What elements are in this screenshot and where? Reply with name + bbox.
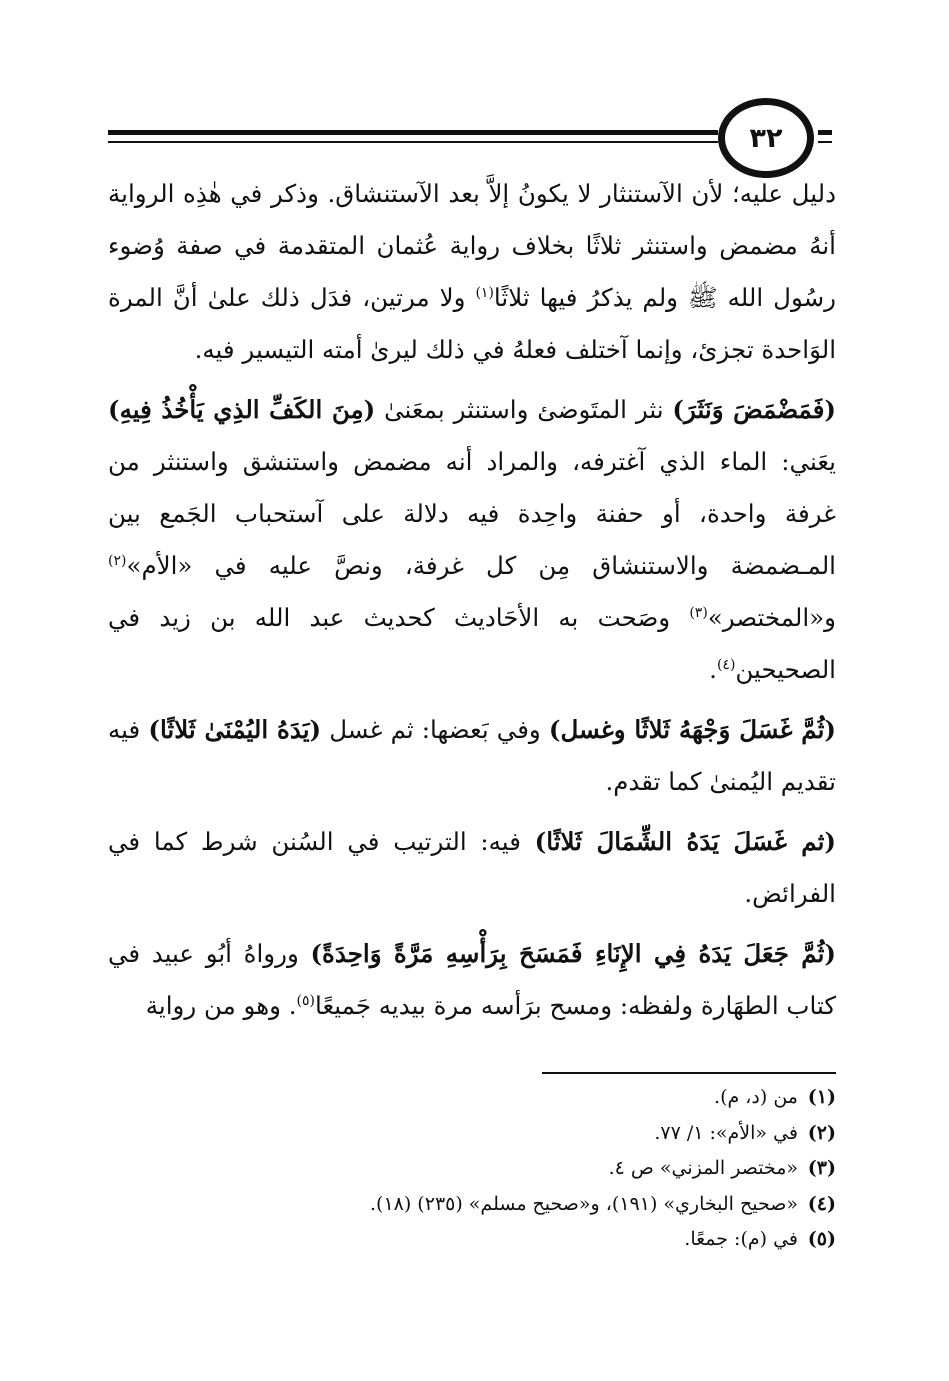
footnote-text: «مختصر المزني» ص ٤. [608,1157,798,1179]
quoted-text: (يَدَهُ اليُمْنَىٰ ثَلاثًا) [148,715,322,744]
footnote-text: في (م): جمعًا. [684,1228,798,1250]
footnote-ref: (٥) [296,992,315,1009]
footnote-number: (١) [807,1086,836,1108]
footnote-ref: (٤) [716,656,736,673]
quoted-text: (ثم غَسَلَ يَدَهُ الشِّمَالَ ثَلاثًا) [534,827,836,856]
footnote-number: (٥) [807,1228,836,1250]
paragraph-text: ولا مرتين، فدَل ذلك علىٰ أنَّ المرة الوَاحدة تجزئ، وإنما آختلف فعلهُ في ذلك ليرىٰ أمته التيسير فيه. [108,283,836,364]
footnote [300,1116,836,1152]
paragraph-text: . وهو من رواية [145,991,297,1020]
paragraph-text: نثر المتَوضئ واستنثر بمعَنىٰ [375,395,673,424]
header-rule-thin [108,141,718,143]
quoted-text: (فَمَضْمَضَ وَنَثَرَ) [672,395,837,424]
quoted-text: (مِنَ الكَفِّ الذِي يَأْخُذُ فِيهِ) [108,395,376,424]
header-rule-right [818,130,832,135]
footnote-ref: (٣) [689,604,708,621]
paragraph-text: ورواهُ أبُو عبيد في كتاب الطهَارة ولفظه: ومسح برَأسه مرة بيديه جَميعًا [108,939,836,1020]
footnote-separator [542,1072,836,1074]
footnote-text: «صحيح البخاري» (١٩١)، و«صحيح مسلم» (٢٣٥) (١٨). [369,1192,798,1215]
paragraph-text: . [709,655,717,684]
paragraph-text: فيه: الترتيب في السُنن شرط كما في الفرائض. [108,827,836,908]
paragraph-text: وفي بَعضها: ثم غسل [321,715,549,744]
header-rule-right-thin [818,141,832,143]
header-rule [108,130,718,135]
footnote-text: من (د، م). [714,1086,798,1108]
footnote-number: (٣) [807,1157,836,1179]
footnotes [300,1080,836,1258]
paragraph [108,704,836,808]
paragraph [108,168,836,376]
footnote [300,1080,836,1116]
footnote [300,1151,836,1187]
paragraph-text: يعَني: الماء الذي آغترفه، والمراد أنه مضمض واستنشق واستنثر من غرفة واحدة، أو حفنة واحِدة فيه دلالة على آستحباب الجَمع بين المـضمضة والاستنشاق مِن كل غرفة، ونصَّ عليه في «الأم» [108,447,836,580]
paragraph [108,816,836,920]
page-header [0,0,949,170]
footnote-ref: (١) [475,284,494,301]
footnote [300,1222,836,1258]
quoted-text: (ثُمَّ جَعَلَ يَدَهُ فِي الإِنَاءِ فَمَسَحَ بِرَأْسِهِ مَرَّةً وَاحِدَةً) [310,939,837,968]
main-text [108,168,836,1032]
paragraph-text: و«المختصر» [707,603,836,632]
quoted-text: (ثُمَّ غَسَلَ وَجْهَهُ ثَلاثًا وغسل) [548,715,836,744]
footnote-ref: (٢) [108,552,127,569]
paragraph-text: وصَحت به الأحَاديث كحديث عبد الله بن زيد في الصحيحين [108,603,836,684]
page-number: ٣٢ [749,122,783,154]
paragraph-text: دليل عليه؛ لأن الآستنثار لا يكونُ إلاَّ بعد الآستنشاق. وذكر في هٰذِه الرواية أنهُ مضمض واستنثر ثلاثًا بخلاف رواية عُثمان المتقدمة في صفة وُضوء رسُول الله ﷺ ولم يذكرُ فيها ثلاثًا [108,179,836,312]
footnote [300,1187,836,1223]
page-number-badge [718,98,814,178]
paragraph-text: فيه تقديم اليُمنىٰ كما تقدم. [108,715,836,796]
footnote-number: (٢) [807,1121,836,1144]
paragraph [108,928,836,1032]
paragraph [108,384,836,696]
footnote-text: في «الأم»: ١/ ٧٧. [654,1121,798,1144]
footnote-number: (٤) [807,1192,836,1215]
